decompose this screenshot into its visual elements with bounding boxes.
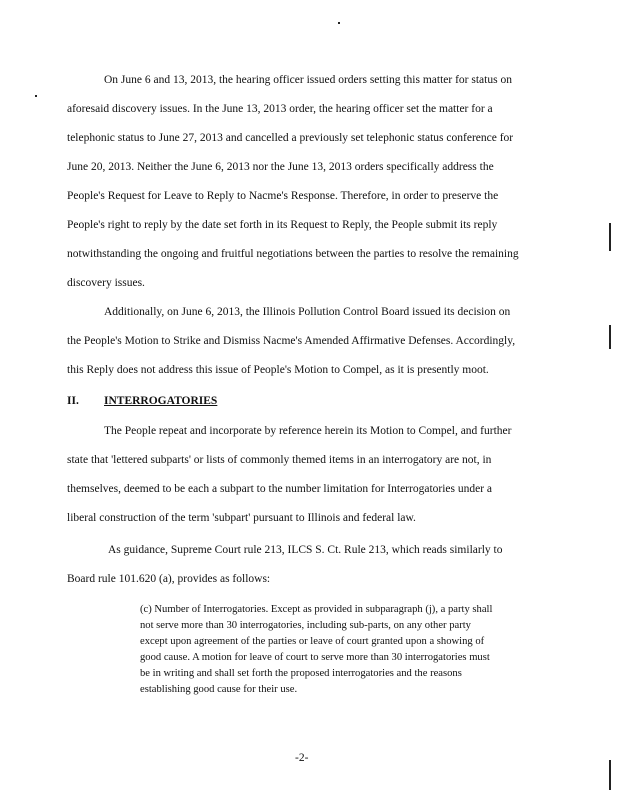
paragraph-1-line-1: On June 6 and 13, 2013, the hearing officer issued orders setting this matter for status on [104, 74, 512, 86]
section-number: II. [67, 395, 79, 407]
paragraph-4-line-1: As guidance, Supreme Court rule 213, ILCS S. Ct. Rule 213, which reads similarly to [108, 544, 503, 556]
quote-line-2: not serve more than 30 interrogatories, including sub-parts, on any other party [140, 620, 471, 631]
paragraph-3-line-4: liberal construction of the term 'subpart' pursuant to Illinois and federal law. [67, 512, 416, 524]
quote-line-4: good cause. A motion for leave of court to serve more than 30 interrogatories must [140, 652, 490, 663]
paragraph-3-line-3: themselves, deemed to be each a subpart to the number limitation for Interrogatories under a [67, 483, 493, 495]
scan-artifact-mark [609, 223, 611, 251]
page-number: -2- [295, 752, 309, 764]
scan-artifact-dot [35, 95, 37, 97]
paragraph-1-line-6: People's right to reply by the date set forth in its Request to Reply, the People submit its reply [67, 219, 498, 231]
paragraph-2-line-2: the People's Motion to Strike and Dismiss Nacme's Amended Affirmative Defenses. Accordingly, [67, 335, 516, 347]
paragraph-1-line-7: notwithstanding the ongoing and fruitful negotiations between the parties to resolve the remaining [67, 248, 519, 260]
paragraph-3-line-2: state that 'lettered subparts' or lists of commonly themed items in an interrogatory are not, in [67, 454, 492, 466]
paragraph-1-line-2: aforesaid discovery issues. In the June 13, 2013 order, the hearing officer set the matter for a [67, 103, 493, 115]
paragraph-3-line-1: The People repeat and incorporate by reference herein its Motion to Compel, and further [104, 425, 512, 437]
scan-artifact-dot [338, 22, 340, 24]
paragraph-1-line-8: discovery issues. [67, 277, 145, 289]
quote-line-5: be in writing and shall set forth the proposed interrogatories and the reasons [140, 668, 462, 679]
paragraph-2-line-3: this Reply does not address this issue of People's Motion to Compel, as it is presently moot. [67, 364, 489, 376]
paragraph-1-line-3: telephonic status to June 27, 2013 and cancelled a previously set telephonic status conference for [67, 132, 514, 144]
paragraph-1-line-5: People's Request for Leave to Reply to Nacme's Response. Therefore, in order to preserve the [67, 190, 499, 202]
quote-line-3: except upon agreement of the parties or leave of court granted upon a showing of [140, 636, 485, 647]
paragraph-4-line-2: Board rule 101.620 (a), provides as follows: [67, 573, 271, 585]
paragraph-1-line-4: June 20, 2013. Neither the June 6, 2013 nor the June 13, 2013 orders specifically address the [67, 161, 494, 173]
section-title: INTERROGATORIES [104, 395, 218, 407]
paragraph-2-line-1: Additionally, on June 6, 2013, the Illinois Pollution Control Board issued its decision on [104, 306, 511, 318]
scan-artifact-mark [609, 325, 611, 349]
quote-line-6: establishing good cause for their use. [140, 684, 298, 695]
quote-line-1: (c) Number of Interrogatories. Except as provided in subparagraph (j), a party shall [140, 604, 493, 615]
scan-artifact-mark [609, 760, 611, 790]
